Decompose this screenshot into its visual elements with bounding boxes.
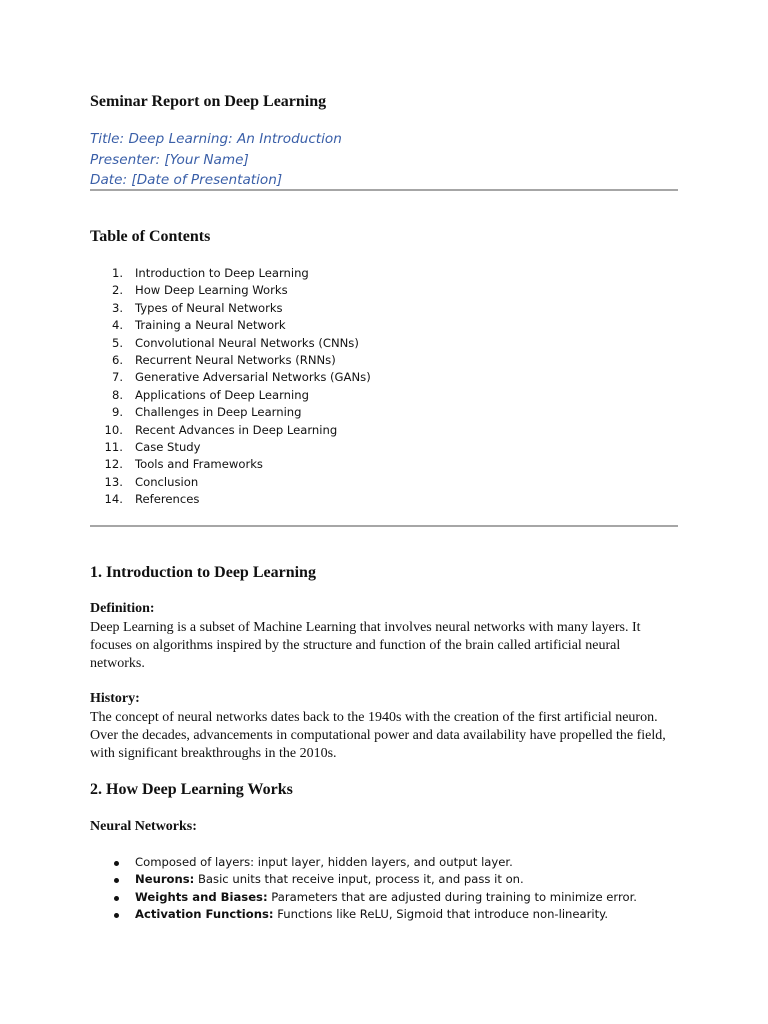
definition-paragraph: Deep Learning is a subset of Machine Learning that involves neural networks with many layers. It focuses on algorithms inspired by the structure and function of the brain called artificial neural networks. bbox=[90, 620, 641, 671]
bullet-text: Composed of layers: input layer, hidden layers, and output layer. bbox=[135, 855, 513, 869]
toc-item bbox=[90, 387, 371, 404]
toc-item-number: 14. bbox=[104, 492, 123, 507]
section-heading-how-it-works: 2. How Deep Learning Works bbox=[90, 781, 293, 798]
meta-date-line: Date: [Date of Presentation] bbox=[90, 172, 283, 189]
toc-item-number: 11. bbox=[104, 440, 123, 455]
toc-item bbox=[90, 369, 371, 386]
toc-item-label: Convolutional Neural Networks (CNNs) bbox=[135, 335, 359, 350]
history-label: History: bbox=[90, 691, 140, 706]
toc-item-number: 7. bbox=[111, 370, 123, 385]
toc-item bbox=[90, 265, 371, 282]
bullet-item bbox=[90, 906, 637, 923]
toc-item-number: 13. bbox=[104, 474, 123, 489]
bullet-term: Activation Functions: bbox=[135, 907, 274, 922]
bullet-term: Weights and Biases: bbox=[135, 889, 268, 904]
toc-item-label: Recurrent Neural Networks (RNNs) bbox=[135, 353, 336, 368]
toc-item bbox=[90, 491, 371, 508]
toc-item-label: Case Study bbox=[135, 440, 201, 455]
toc-item-label: References bbox=[135, 492, 200, 507]
section-heading-introduction: 1. Introduction to Deep Learning bbox=[90, 564, 316, 581]
document-title: Seminar Report on Deep Learning bbox=[90, 93, 327, 110]
bullet-text: Parameters that are adjusted during training to minimize error. bbox=[267, 889, 637, 904]
bullet-icon bbox=[114, 896, 119, 901]
bullet-icon bbox=[114, 913, 119, 918]
toc-item-label: How Deep Learning Works bbox=[135, 283, 288, 298]
toc-item-label: Tools and Frameworks bbox=[135, 457, 263, 472]
toc-item-number: 9. bbox=[111, 405, 123, 420]
toc-item bbox=[90, 300, 371, 317]
toc-item-label: Types of Neural Networks bbox=[135, 300, 283, 315]
toc-item-number: 1. bbox=[111, 266, 123, 280]
toc-item-number: 8. bbox=[111, 387, 123, 402]
toc-item-label: Applications of Deep Learning bbox=[135, 387, 309, 402]
toc-list bbox=[90, 265, 371, 509]
history-paragraph: The concept of neural networks dates back to the 1940s with the creation of the first artificial neuron. Over the decades, advancements in computational power and data availability have propelled the field, with significant breakthroughs in the 2010s. bbox=[90, 710, 666, 761]
toc-item bbox=[90, 352, 371, 369]
bullet-icon bbox=[114, 861, 119, 866]
toc-item-label: Training a Neural Network bbox=[135, 318, 286, 333]
toc-item-number: 2. bbox=[111, 283, 123, 298]
bullet-text: Basic units that receive input, process it, and pass it on. bbox=[194, 872, 524, 887]
toc-item bbox=[90, 317, 371, 334]
toc-item bbox=[90, 404, 371, 421]
toc-item bbox=[90, 439, 371, 456]
meta-title-line: Title: Deep Learning: An Introduction bbox=[90, 131, 342, 147]
toc-item-number: 12. bbox=[104, 457, 123, 472]
toc-item bbox=[90, 282, 371, 299]
bullet-item bbox=[90, 871, 637, 888]
toc-item-number: 4. bbox=[111, 318, 123, 333]
toc-item-label: Challenges in Deep Learning bbox=[135, 405, 302, 420]
document-meta bbox=[90, 129, 342, 191]
horizontal-divider bbox=[90, 525, 678, 527]
toc-item-number: 5. bbox=[111, 335, 123, 350]
horizontal-divider bbox=[90, 189, 678, 191]
toc-heading: Table of Contents bbox=[90, 228, 211, 245]
toc-item-label: Generative Adversarial Networks (GANs) bbox=[135, 370, 371, 385]
toc-item bbox=[90, 456, 371, 473]
toc-item-label: Introduction to Deep Learning bbox=[135, 266, 309, 280]
bullet-term: Neurons: bbox=[135, 872, 195, 887]
toc-item bbox=[90, 422, 371, 439]
bullet-item bbox=[90, 854, 637, 871]
neural-networks-bullet-list bbox=[90, 854, 637, 924]
toc-item-label: Conclusion bbox=[135, 474, 199, 489]
neural-networks-label: Neural Networks: bbox=[90, 819, 197, 834]
bullet-icon bbox=[114, 878, 119, 883]
toc-item-number: 6. bbox=[111, 353, 123, 368]
definition-label: Definition: bbox=[90, 601, 155, 616]
toc-item-label: Recent Advances in Deep Learning bbox=[135, 422, 338, 437]
bullet-text: Functions like ReLU, Sigmoid that introduce non-linearity. bbox=[273, 907, 609, 922]
bullet-item bbox=[90, 889, 637, 906]
toc-item-number: 3. bbox=[111, 300, 123, 315]
toc-item-number: 10. bbox=[104, 422, 123, 437]
meta-presenter-line: Presenter: [Your Name] bbox=[90, 151, 249, 168]
toc-item bbox=[90, 474, 371, 491]
toc-item bbox=[90, 335, 371, 352]
